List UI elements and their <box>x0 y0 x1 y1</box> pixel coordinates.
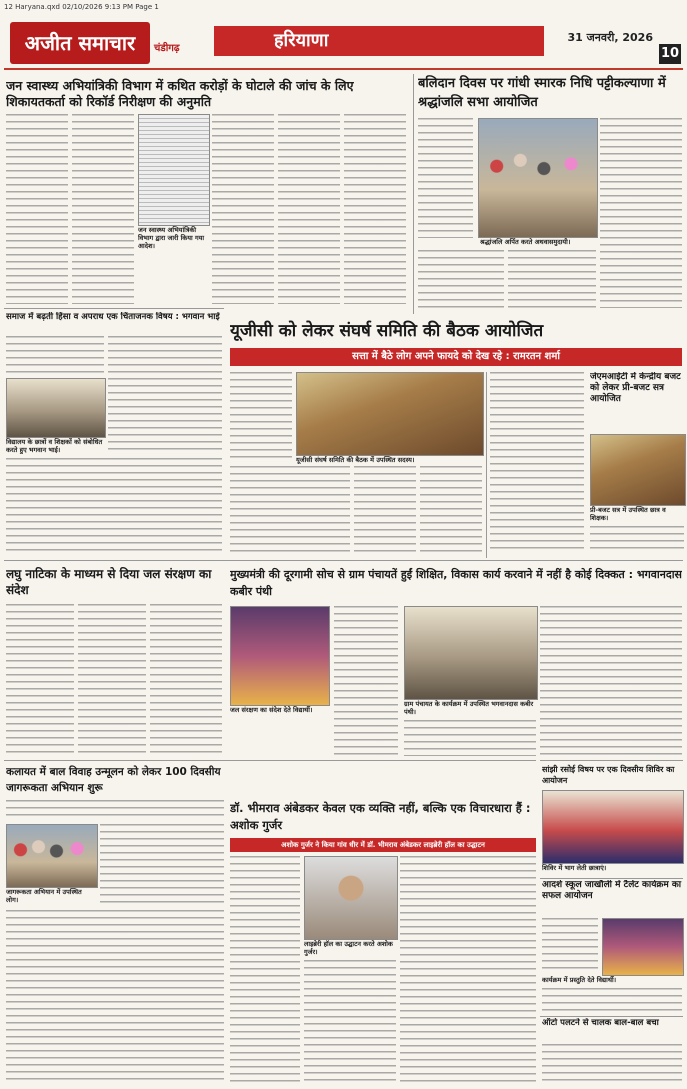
newspaper-logo: अजीत समाचार <box>10 22 150 64</box>
column-divider <box>413 74 414 314</box>
ugc-subhead: सत्ता में बैठे लोग अपने फायदे को देख रहे : रामरतन शर्मा <box>230 348 682 366</box>
headline-ambedkar: डॉ. भीमराव अंबेडकर केवल एक व्यक्ति नहीं, बल्कि एक विचारधारा हैं : अशोक गुर्जर <box>230 801 531 832</box>
body-text <box>304 960 396 1082</box>
headline-jmit-budget: जेएमआईटी में केन्द्रीय बजट को लेकर प्री-बजट सत्र आयोजित <box>590 372 681 404</box>
body-text <box>404 720 536 756</box>
page-number: 10 <box>659 44 681 64</box>
jmit-caption: प्री-बजट सत्र में उपस्थित छात्र व शिक्षक। <box>590 506 666 522</box>
column-divider <box>486 372 487 558</box>
water-drama-photo <box>230 606 330 706</box>
headline-violence: समाज में बढ़ती हिंसा व अपराध एक चिंताजनक विषय : भगवान भाई <box>6 312 220 322</box>
marriage-caption: जागरूकता अभियान में उपस्थित लोग। <box>6 888 82 904</box>
body-text <box>590 526 684 554</box>
body-text <box>354 466 416 554</box>
print-slug: 12 Haryana.qxd 02/10/2026 9:13 PM Page 1 <box>4 3 159 11</box>
body-text <box>6 336 104 374</box>
section-divider <box>540 878 683 879</box>
section-divider <box>540 760 683 761</box>
headline-talent-program: आदर्श स्कूल जाखौली में टैलेंट कार्यक्रम का सफल आयोजन <box>542 880 682 901</box>
talent-caption: कार्यक्रम में प्रस्तुति देते विद्यार्थी। <box>542 976 617 984</box>
headline-martyr-day: बलिदान दिवस पर गांधी स्मारक निधि पट्टीकल्याणा में श्रद्धांजलि सभा आयोजित <box>418 76 666 110</box>
body-text <box>418 250 504 310</box>
headline-sanjhi-rasoi: सांझी रसोई विषय पर एक दिवसीय शिविर का आयोजन <box>542 765 675 785</box>
body-text <box>6 604 74 756</box>
body-text <box>420 466 482 554</box>
body-text <box>542 918 598 974</box>
body-text <box>100 824 224 906</box>
ambedkar-caption: लाइब्रेरी हॉल का उद्घाटन करते अशोक गुर्जर। <box>304 940 393 956</box>
body-text <box>400 856 536 1082</box>
tribute-caption: श्रद्धांजलि अर्पित करते अथवासमुदायी। <box>480 238 571 246</box>
body-text <box>278 114 340 304</box>
cm-event-caption: ग्राम पंचायत के कार्यक्रम में उपस्थित भगवानदास कबीर पंथी। <box>404 700 534 716</box>
section-divider <box>4 760 536 761</box>
body-text <box>230 372 292 458</box>
body-text <box>6 458 222 554</box>
body-text <box>542 1044 682 1084</box>
body-text <box>344 114 406 304</box>
jmit-photo <box>590 434 686 506</box>
section-divider <box>4 308 224 309</box>
document-caption: जन स्वास्थ्य अभियांत्रिकी विभाग द्वारा जारी किया गया आदेश। <box>138 226 205 250</box>
document-photo <box>138 114 210 226</box>
body-text <box>418 118 473 238</box>
shivir-photo <box>542 790 684 864</box>
water-drama-caption: जल संरक्षण का संदेश देते विद्यार्थी। <box>230 706 313 714</box>
headline-water-drama: लघु नाटिका के माध्यम से दिया जल संरक्षण का संदेश <box>6 567 212 597</box>
ambedkar-subhead: अशोक गुर्जर ने किया गांव धीर में डॉ. भीमराव अंबेडकर लाइब्रेरी हॉल का उद्घाटन <box>230 838 536 852</box>
masthead <box>4 20 683 70</box>
body-text <box>540 606 682 756</box>
body-text <box>6 114 68 304</box>
body-text <box>212 114 274 304</box>
headline-ugc-meeting: यूजीसी को लेकर संघर्ष समिति की बैठक आयोजित <box>230 321 544 341</box>
body-text <box>6 910 224 1082</box>
issue-date: 31 जनवरी, 2026 <box>567 31 653 44</box>
ugc-caption: यूजीसी संघर्ष समिति की बैठक में उपस्थित सदस्य। <box>296 456 415 464</box>
body-text <box>230 466 350 554</box>
talent-photo <box>602 918 684 976</box>
shivir-caption: शिविर में भाग लेती छात्राएं। <box>542 864 607 872</box>
headline-child-marriage: कलायत में बाल विवाह उन्मूलन को लेकर 100 दिवसीय जागरूकता अभियान शुरू <box>6 766 221 794</box>
headline-phed-scam: जन स्वास्थ्य अभियांत्रिकी विभाग में कथित करोड़ों के घोटाले की जांच के लिए शिकायतकर्ता को रिकॉर्ड निरीक्षण की अनुमति <box>6 78 354 109</box>
body-text <box>150 604 222 756</box>
school-photo <box>6 378 106 438</box>
marriage-photo <box>6 824 98 888</box>
body-text <box>78 604 146 756</box>
body-text <box>508 250 596 310</box>
body-text <box>542 988 682 1012</box>
headline-cm-vision: मुख्यमंत्री की दूरगामी सोच से ग्राम पंचायतें हुईं शिक्षित, विकास कार्य करवाने में नहीं है कोई दिक्कत : भगवानदास कबीर पंथी <box>230 568 682 598</box>
body-text <box>108 336 222 454</box>
edition-city: चंडीगढ़ <box>154 43 180 54</box>
section-divider <box>4 560 683 561</box>
section-divider <box>540 1016 683 1017</box>
ugc-meeting-photo <box>296 372 484 456</box>
headline-auto-accident: ऑटो पलटने से चालक बाल-बाल बचा <box>542 1018 659 1028</box>
ambedkar-photo <box>304 856 398 940</box>
section-title: हरियाणा <box>214 26 544 56</box>
body-text <box>72 114 134 304</box>
body-text <box>6 800 224 820</box>
body-text <box>334 606 398 756</box>
cm-event-photo <box>404 606 538 700</box>
body-text <box>600 118 682 308</box>
body-text <box>230 856 300 1082</box>
body-text <box>490 372 584 554</box>
school-caption: विद्यालय के छात्रों व शिक्षकों को संबोधित करते हुए भगवान भाई। <box>6 438 103 454</box>
tribute-photo <box>478 118 598 238</box>
